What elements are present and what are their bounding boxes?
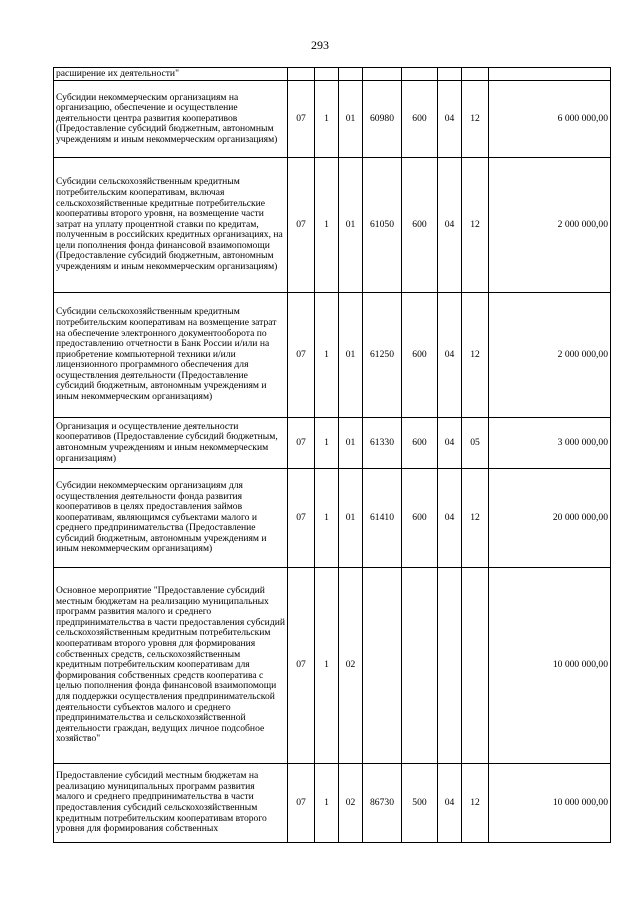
- cell-description: Субсидии сельскохозяйственным кредитным потребительским кооперативам, включая сельскохозяйственные кредитные потребительские кооперативы второго уровня, на возмещение части затрат на уплату процентной ставки по кредитам, полученным в российских кредитных организациях, на цели пополнения фонда финансовой взаимопомощи (Предоставление субсидий бюджетным, автономным учреждениям и иным некоммерческим организациям): [54, 158, 288, 293]
- page-number: 293: [311, 38, 329, 52]
- cell-program: 07: [288, 418, 315, 469]
- cell-subsection: [462, 68, 489, 81]
- cell-expense-type: [402, 568, 438, 764]
- cell-section: 04: [438, 469, 462, 568]
- cell-description: расширение их деятельности": [54, 68, 288, 81]
- cell-subsection: 12: [462, 469, 489, 568]
- cell-main-event: [339, 68, 363, 81]
- cell-program: 07: [288, 568, 315, 764]
- cell-subsection: 12: [462, 764, 489, 843]
- cell-subprogram: 1: [315, 568, 339, 764]
- cell-description: Основное мероприятие "Предоставление субсидий местным бюджетам на реализацию муниципальных программ развития малого и среднего предпринимательства в части предоставления субсидий сельскохозяйственным кредитным потребительским кооперативам второго уровня для формирования собственных средств, сельскохозяйственным кредитным потребительским кооперативам для формирования собственных средств кооператива с целью пополнения фонда финансовой взаимопомощи для поддержки осуществления предпринимательской деятельности субъектов малого и среднего предпринимательства и сельскохозяйственной деятельности граждан, ведущих личное подсобное хозяйство": [54, 568, 288, 764]
- cell-section: 04: [438, 158, 462, 293]
- cell-main-event: 01: [339, 81, 363, 158]
- cell-main-event: 01: [339, 293, 363, 418]
- table-row: [54, 68, 611, 81]
- cell-amount: 3 000 000,00: [489, 418, 611, 469]
- table-row: [54, 293, 611, 418]
- cell-subprogram: 1: [315, 418, 339, 469]
- cell-expense-type: 600: [402, 418, 438, 469]
- cell-section: 04: [438, 764, 462, 843]
- cell-description: Субсидии некоммерческим организациям на организацию, обеспечение и осуществление деятельности центра развития кооперативов (Предоставление субсидий бюджетным, автономным учреждениям и иным некоммерческим организациям): [54, 81, 288, 158]
- cell-subsection: 12: [462, 81, 489, 158]
- table-body: [54, 68, 611, 843]
- cell-main-event: 01: [339, 469, 363, 568]
- cell-main-event: 02: [339, 764, 363, 843]
- cell-amount: 2 000 000,00: [489, 293, 611, 418]
- cell-program: 07: [288, 293, 315, 418]
- cell-subsection: 12: [462, 158, 489, 293]
- cell-amount: 20 000 000,00: [489, 469, 611, 568]
- cell-subprogram: 1: [315, 469, 339, 568]
- cell-program: 07: [288, 81, 315, 158]
- cell-subprogram: 1: [315, 764, 339, 843]
- cell-main-event: 01: [339, 418, 363, 469]
- cell-expense-type: 600: [402, 158, 438, 293]
- cell-subprogram: 1: [315, 158, 339, 293]
- cell-direction: 61250: [363, 293, 402, 418]
- cell-description: Субсидии сельскохозяйственным кредитным потребительским кооперативам на возмещение затрат на обеспечение электронного документооборота по предоставлению отчетности в Банк России и/или на приобретение компьютерной техники и/или лицензионного программного обеспечения для осуществления деятельности (Предоставление субсидий бюджетным, автономным учреждениям и иным некоммерческим организациям): [54, 293, 288, 418]
- cell-direction: 86730: [363, 764, 402, 843]
- cell-section: 04: [438, 81, 462, 158]
- cell-subprogram: [315, 68, 339, 81]
- cell-description: Предоставление субсидий местным бюджетам на реализацию муниципальных программ развития малого и среднего предпринимательства в части предоставления субсидий сельскохозяйственным кредитным потребительским кооперативам второго уровня для формирования собственных: [54, 764, 288, 843]
- cell-direction: 61050: [363, 158, 402, 293]
- cell-section: 04: [438, 418, 462, 469]
- table-row: [54, 469, 611, 568]
- budget-table: [53, 67, 611, 843]
- cell-subprogram: 1: [315, 293, 339, 418]
- cell-direction: [363, 68, 402, 81]
- table-row: [54, 81, 611, 158]
- cell-direction: 61410: [363, 469, 402, 568]
- cell-program: 07: [288, 469, 315, 568]
- cell-subsection: 12: [462, 293, 489, 418]
- table-row: [54, 418, 611, 469]
- cell-amount: [489, 68, 611, 81]
- cell-expense-type: 600: [402, 293, 438, 418]
- cell-expense-type: 500: [402, 764, 438, 843]
- cell-amount: 10 000 000,00: [489, 764, 611, 843]
- cell-direction: [363, 568, 402, 764]
- table-row: [54, 158, 611, 293]
- cell-description: Субсидии некоммерческим организациям для осуществления деятельности фонда развития кооперативов в целях предоставления займов кооперативам, являющимся субъектами малого и среднего предпринимательства (Предоставление субсидий бюджетным, автономным учреждениям и иным некоммерческим организациям): [54, 469, 288, 568]
- cell-expense-type: 600: [402, 469, 438, 568]
- cell-section: 04: [438, 293, 462, 418]
- cell-amount: 2 000 000,00: [489, 158, 611, 293]
- cell-description: Организация и осуществление деятельности кооперативов (Предоставление субсидий бюджетным, автономным учреждениям и иным некоммерческим организациям): [54, 418, 288, 469]
- cell-amount: 6 000 000,00: [489, 81, 611, 158]
- cell-subsection: 05: [462, 418, 489, 469]
- cell-expense-type: 600: [402, 81, 438, 158]
- table-row: [54, 764, 611, 843]
- table-row: [54, 568, 611, 764]
- cell-subprogram: 1: [315, 81, 339, 158]
- cell-program: [288, 68, 315, 81]
- cell-expense-type: [402, 68, 438, 81]
- cell-section: [438, 568, 462, 764]
- cell-amount: 10 000 000,00: [489, 568, 611, 764]
- cell-program: 07: [288, 158, 315, 293]
- cell-section: [438, 68, 462, 81]
- cell-direction: 60980: [363, 81, 402, 158]
- cell-subsection: [462, 568, 489, 764]
- cell-direction: 61330: [363, 418, 402, 469]
- cell-main-event: 02: [339, 568, 363, 764]
- cell-program: 07: [288, 764, 315, 843]
- cell-main-event: 01: [339, 158, 363, 293]
